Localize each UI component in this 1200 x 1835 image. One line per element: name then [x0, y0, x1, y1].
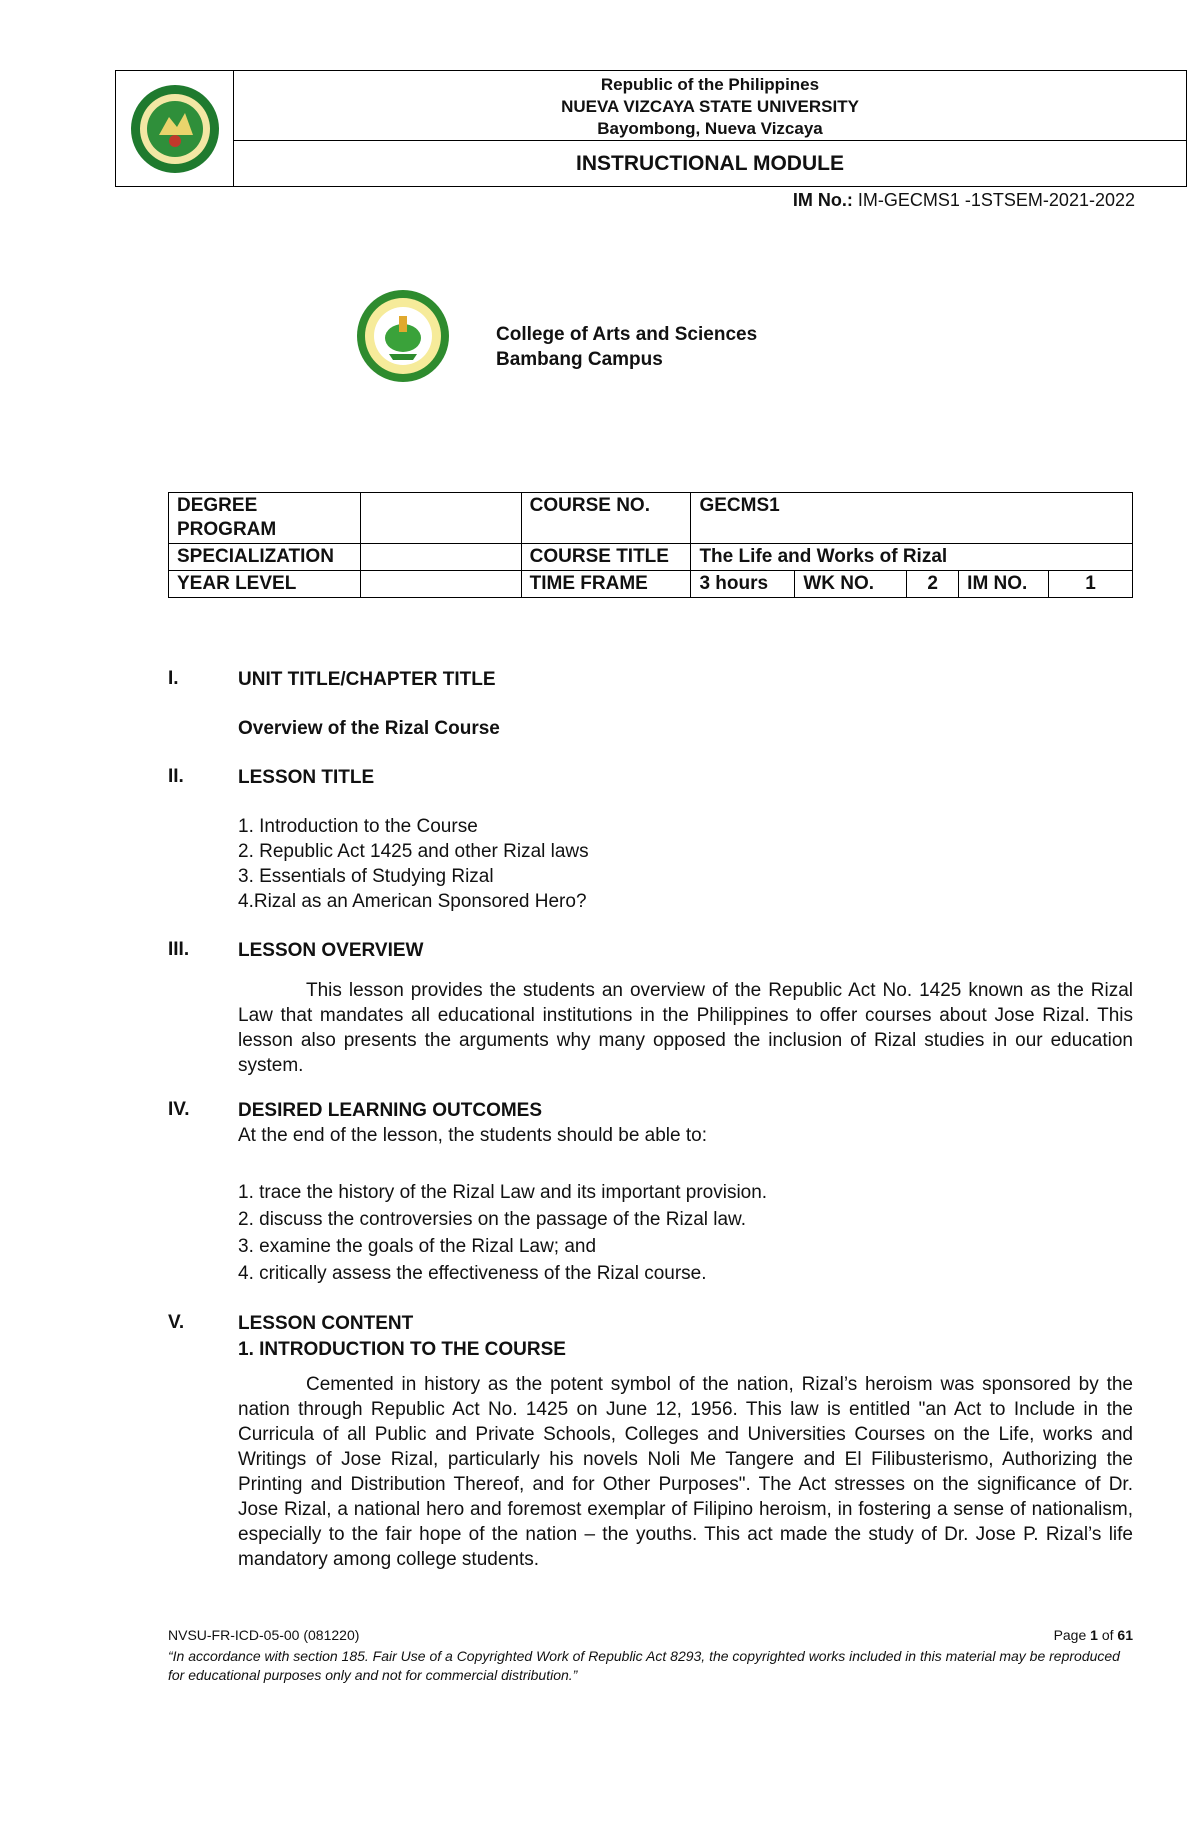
overview-paragraph — [238, 978, 1133, 1078]
table-row — [169, 544, 1133, 571]
im-number-value: IM-GECMS1 -1STSEM-2021-2022 — [857, 190, 1135, 210]
page-number: 1 — [1090, 1627, 1098, 1643]
college-campus: Bambang Campus — [496, 349, 663, 370]
list-item: 2. Republic Act 1425 and other Rizal laws — [238, 841, 589, 862]
overview-text: This lesson provides the students an overview of the Republic Act No. 1425 known as the Rizal Law that mandates all educational institutions in the Philippines to offer courses about Jose Rizal. This lesson also presents the arguments why many opposed the inclusion of Rizal studies in our education system. — [238, 980, 1133, 1076]
list-item: 3. Essentials of Studying Rizal — [238, 866, 494, 887]
outcomes-intro: At the end of the lesson, the students should be able to: — [238, 1125, 707, 1146]
time-frame-label: TIME FRAME — [521, 571, 691, 598]
course-title-label: COURSE TITLE — [521, 544, 691, 571]
section-number: I. — [168, 668, 179, 689]
list-item: 4. critically assess the effectiveness of the Rizal course. — [238, 1263, 707, 1284]
university-name: NUEVA VIZCAYA STATE UNIVERSITY — [561, 97, 859, 116]
year-level-value — [360, 571, 521, 598]
college-seal-icon — [355, 288, 451, 384]
specialization-value — [360, 544, 521, 571]
degree-label: DEGREE PROGRAM — [169, 493, 361, 544]
section-number: II. — [168, 766, 184, 787]
im-no-label: IM NO. — [959, 571, 1049, 598]
table-row — [169, 571, 1133, 598]
wk-no-label: WK NO. — [795, 571, 907, 598]
section-number: IV. — [168, 1099, 190, 1120]
year-level-label: YEAR LEVEL — [169, 571, 361, 598]
im-number — [720, 190, 1135, 211]
document-header — [115, 70, 1187, 187]
im-number-label: IM No.: — [792, 190, 853, 210]
section-title: UNIT TITLE/CHAPTER TITLE — [238, 669, 496, 690]
university-seal-icon — [129, 83, 221, 175]
course-no-label: COURSE NO. — [521, 493, 691, 544]
page-label: Page — [1053, 1627, 1087, 1643]
republic-text: Republic of the Philippines — [600, 75, 820, 94]
list-item: 1. trace the history of the Rizal Law and its important provision. — [238, 1182, 768, 1203]
unit-title: Overview of the Rizal Course — [238, 718, 500, 739]
page-total: 61 — [1117, 1627, 1133, 1643]
list-item: 1. Introduction to the Course — [238, 816, 478, 837]
page-of: of — [1101, 1627, 1114, 1643]
university-location: Bayombong, Nueva Vizcaya — [597, 119, 823, 138]
college-name: College of Arts and Sciences — [496, 324, 758, 345]
wk-no-value: 2 — [907, 571, 959, 598]
subsection-title: 1. INTRODUCTION TO THE COURSE — [238, 1339, 566, 1360]
copyright-notice: “In accordance with section 185. Fair Use of a Copyrighted Work of Republic Act 8293, the copyrighted works included in this material may be reproduced for educational purposes only and not for commercial distribution.” — [168, 1648, 1120, 1683]
time-frame-value: 3 hours — [691, 571, 795, 598]
specialization-label: SPECIALIZATION — [169, 544, 361, 571]
content-paragraph — [238, 1372, 1133, 1572]
module-type: INSTRUCTIONAL MODULE — [576, 151, 844, 175]
list-item: 3. examine the goals of the Rizal Law; and — [238, 1236, 597, 1257]
header-logo-cell — [116, 71, 234, 186]
section-title: LESSON CONTENT — [238, 1313, 414, 1334]
list-item: 2. discuss the controversies on the passage of the Rizal law. — [238, 1209, 746, 1230]
course-info-table — [168, 492, 1133, 598]
content-text: Cemented in history as the potent symbol of the nation, Rizal’s heroism was sponsored by the nation through Republic Act No. 1425 on June 12, 1956. This law is entitled "an Act to Include in the Curricula of all Public and Private Schools, Colleges and Universities Courses on the Life, works and Writings of Jose Rizal, particularly his novels Noli Me Tangere and El Filibusterismo, Authorizing the Printing and Distribution Thereof, and for Other Purposes". The Act stresses on the significance of Dr. Jose Rizal, a national hero and foremost exemplar of Filipino heroism, in fostering a sense of nationalism, especially to the fair hope of the nation – the youths. This act made the study of Dr. Jose P. Rizal’s life mandatory among college students. — [238, 1374, 1133, 1570]
section-title: LESSON TITLE — [238, 767, 375, 788]
im-no-value: 1 — [1049, 571, 1133, 598]
course-no-value: GECMS1 — [691, 493, 1133, 544]
college-logo — [355, 288, 451, 389]
college-info — [496, 322, 757, 372]
list-item: 4.Rizal as an American Sponsored Hero? — [238, 891, 587, 912]
table-row — [169, 493, 1133, 544]
section-title: DESIRED LEARNING OUTCOMES — [238, 1100, 543, 1121]
section-number: V. — [168, 1312, 185, 1333]
form-code: NVSU-FR-ICD-05-00 (081220) — [168, 1627, 360, 1643]
section-title: LESSON OVERVIEW — [238, 940, 424, 961]
section-number: III. — [168, 939, 190, 960]
degree-value — [360, 493, 521, 544]
page-indicator — [900, 1627, 1133, 1643]
course-title-value: The Life and Works of Rizal — [691, 544, 1133, 571]
